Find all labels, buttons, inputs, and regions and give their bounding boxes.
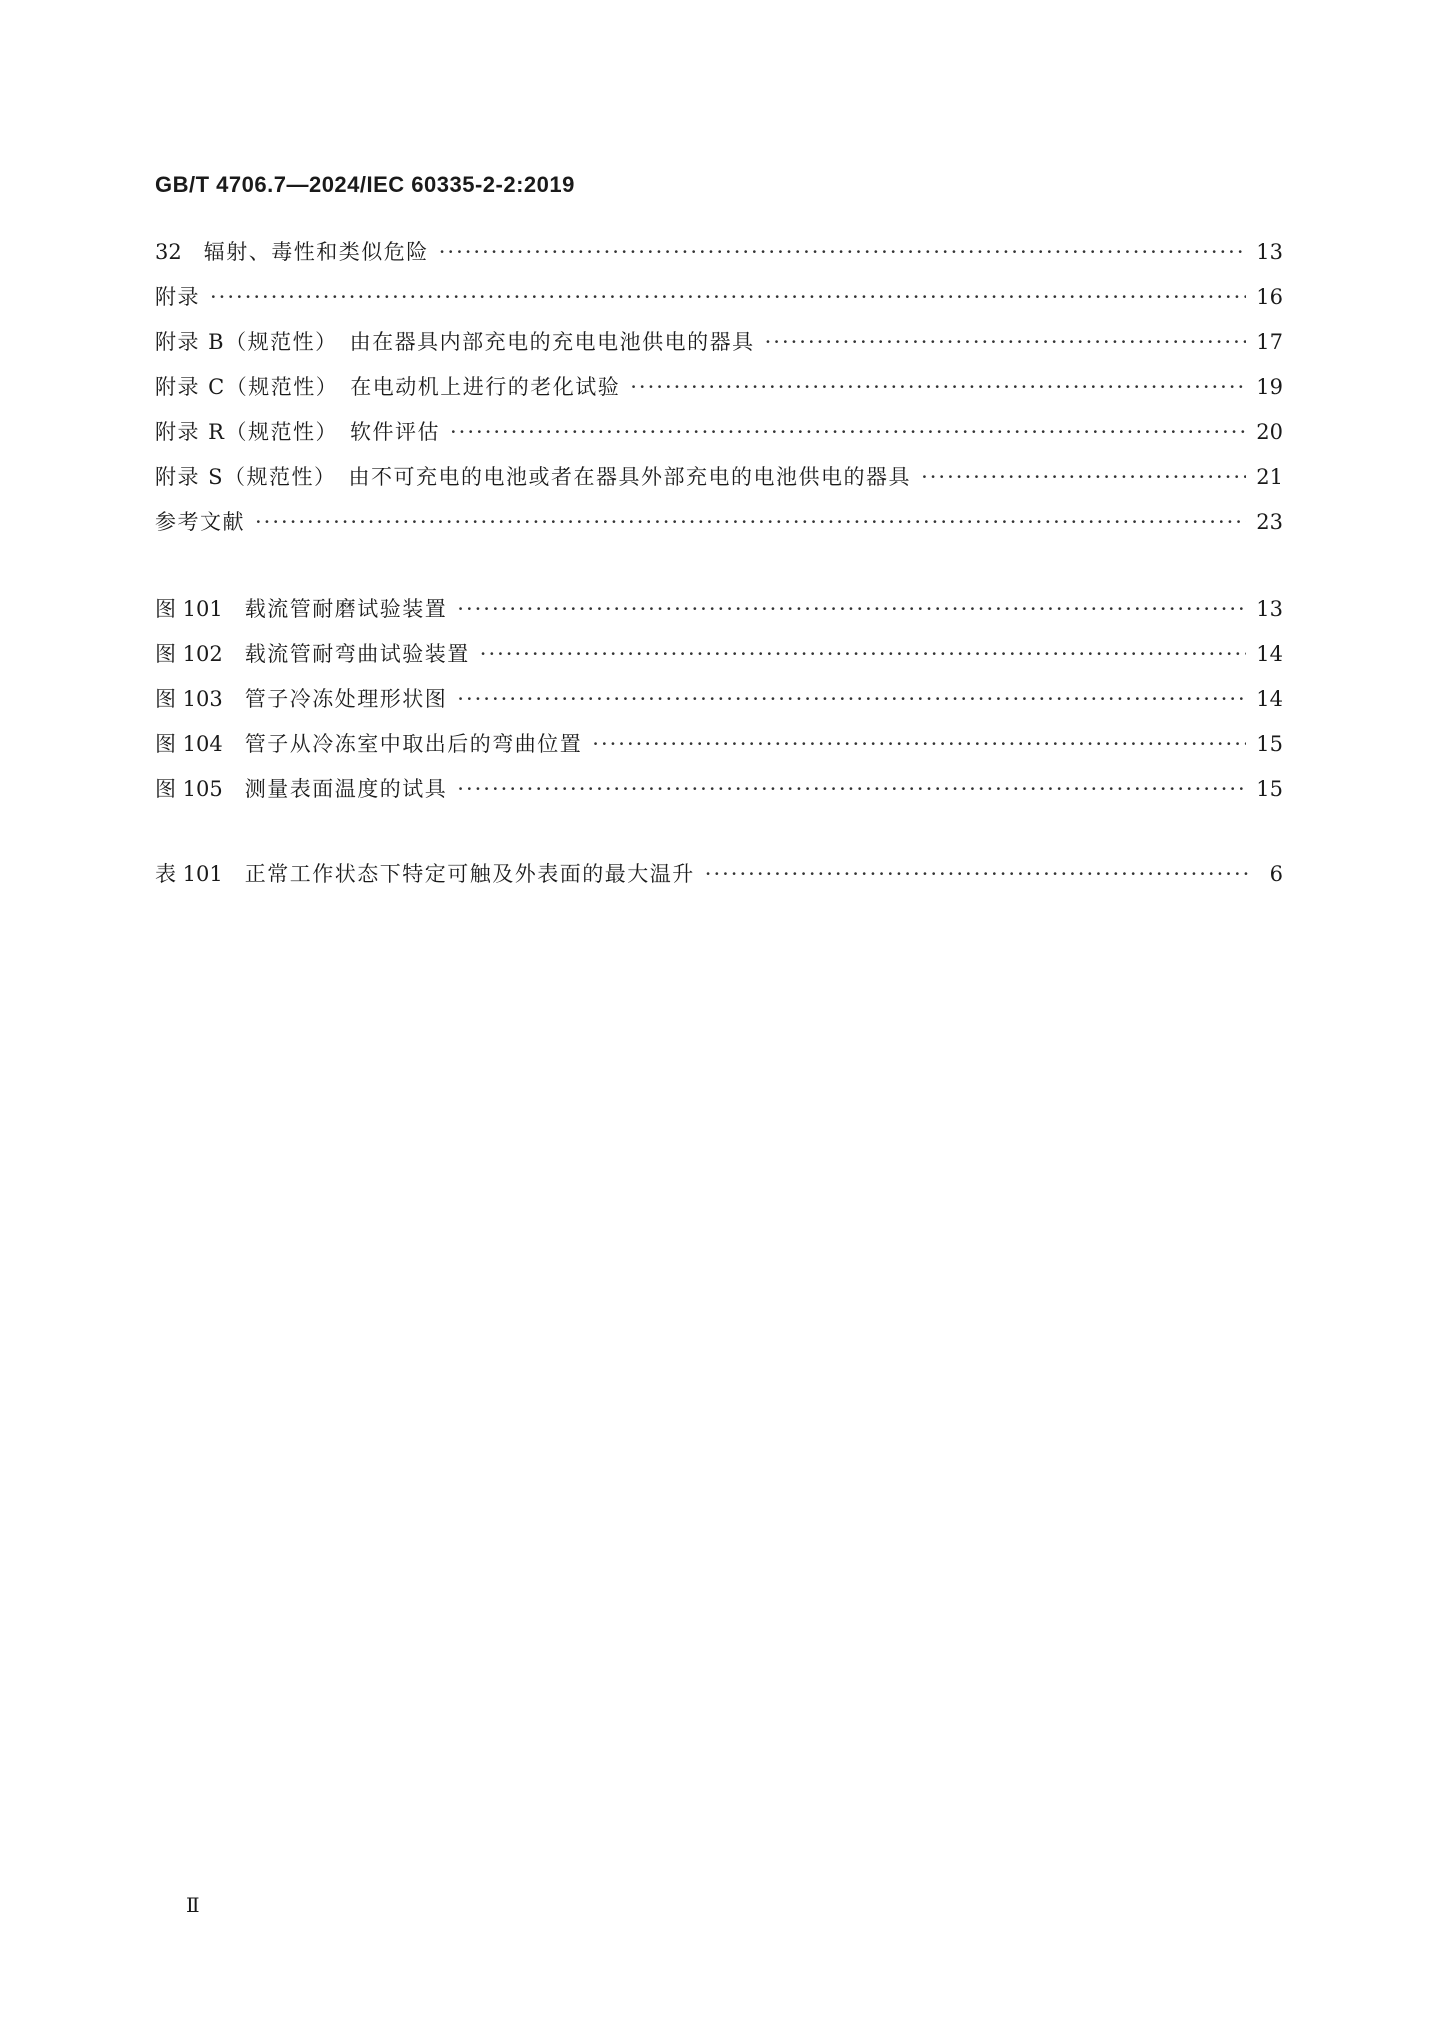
toc-entry[interactable] [155,326,1283,371]
toc-entry-page: 15 [1256,777,1283,801]
toc-dot-leader [457,777,1246,801]
toc-dot-leader [457,597,1246,621]
toc-entry-number: 图 102 [155,642,223,666]
toc-entry-title: 附录 B（规范性） 由在器具内部充电的充电电池供电的器具 [155,330,755,354]
toc-dot-leader [255,510,1246,534]
toc-dot-leader [480,642,1247,666]
toc-entry-page: 17 [1256,330,1283,354]
toc-entry-page: 14 [1256,642,1283,666]
toc-entry-page: 20 [1256,420,1283,444]
page-footer [186,1893,200,1917]
toc-entry[interactable] [155,506,1283,551]
toc-entry[interactable] [155,593,1283,638]
toc-dot-leader [921,465,1246,489]
toc-entry-page: 23 [1256,510,1283,534]
toc-entry-title: 管子冷冻处理形状图 [244,687,448,711]
toc-entry[interactable] [155,638,1283,683]
toc-entry[interactable] [155,728,1283,773]
toc-entry-title: 载流管耐弯曲试验装置 [244,642,470,666]
toc-entry-title: 附录 S（规范性） 由不可充电的电池或者在器具外部充电的电池供电的器具 [155,465,912,489]
toc-dot-leader [457,687,1246,711]
toc-entry-title: 测量表面温度的试具 [244,777,448,801]
toc-entry-page: 6 [1269,862,1283,886]
toc-entry-title: 参考文献 [155,510,245,534]
toc-dot-leader [439,240,1247,264]
toc-entry-page: 16 [1256,285,1283,309]
toc-group-figures [155,593,1283,818]
footer-page-number: Ⅱ [186,1893,200,1917]
toc-entry-title: 附录 [155,285,200,309]
toc-group-tables [155,858,1283,903]
toc-entry-number: 图 105 [155,777,223,801]
toc-entry-title: 载流管耐磨试验装置 [244,597,448,621]
toc-entry[interactable] [155,858,1283,903]
toc-entry-title: 附录 R（规范性） 软件评估 [155,420,440,444]
toc-entry-number: 图 101 [155,597,223,621]
standard-number: GB/T 4706.7—2024/IEC 60335-2-2:2019 [155,172,575,197]
toc-entry[interactable] [155,371,1283,416]
toc-dot-leader [765,330,1247,354]
toc-entry-page: 21 [1256,465,1283,489]
document-header [155,172,575,198]
toc-entry-number: 图 103 [155,687,223,711]
toc-entry-page: 19 [1256,375,1283,399]
toc-entry-page: 15 [1256,732,1283,756]
toc-entry-title: 管子从冷冻室中取出后的弯曲位置 [244,732,583,756]
toc-entry-title: 辐射、毒性和类似危险 [203,240,429,264]
toc-group-clauses [155,236,1283,551]
toc-entry-number: 32 [155,240,182,264]
toc-entry[interactable] [155,236,1283,281]
toc-entry-page: 14 [1256,687,1283,711]
toc-entry-page: 13 [1256,597,1283,621]
toc-entry-title: 附录 C（规范性） 在电动机上进行的老化试验 [155,375,621,399]
toc-entry[interactable] [155,281,1283,326]
toc-entry[interactable] [155,416,1283,461]
toc-entry[interactable] [155,683,1283,728]
toc-dot-leader [705,862,1249,886]
toc-entry[interactable] [155,773,1283,818]
toc-entry-page: 13 [1256,240,1283,264]
toc-entry-title: 正常工作状态下特定可触及外表面的最大温升 [244,862,695,886]
toc-dot-leader [450,420,1246,444]
toc-dot-leader [592,732,1246,756]
toc-dot-leader [210,285,1246,309]
toc-entry-number: 表 101 [155,862,223,886]
toc-entry[interactable] [155,461,1283,506]
toc-entry-number: 图 104 [155,732,223,756]
toc-dot-leader [630,375,1246,399]
